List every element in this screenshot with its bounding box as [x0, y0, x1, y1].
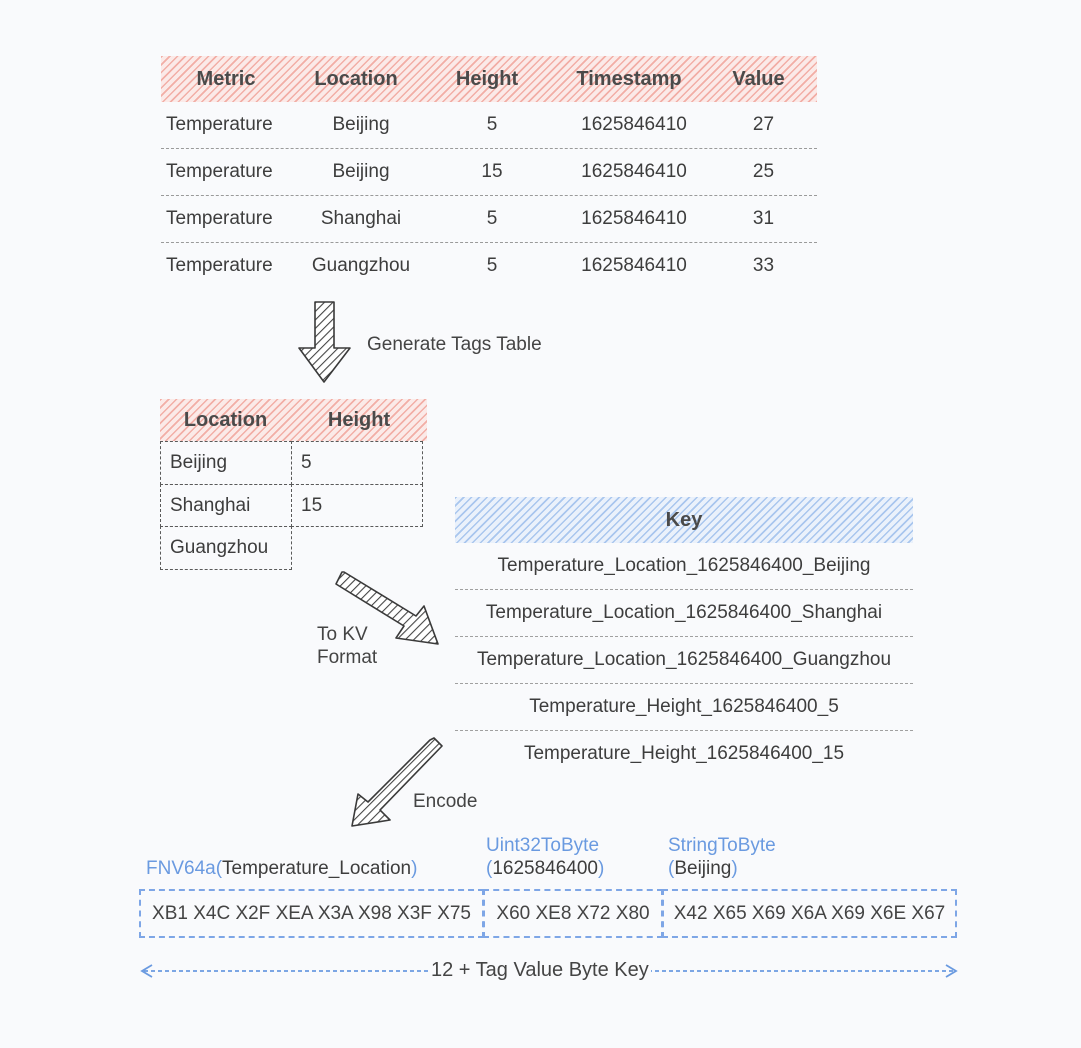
tag-location-cell: Shanghai [160, 484, 292, 527]
cell-metric: Temperature [166, 255, 273, 276]
cell-location: Beijing [332, 114, 390, 135]
key-table [455, 497, 913, 777]
key-row: Temperature_Location_1625846400_Shanghai [455, 590, 913, 637]
cell-timestamp: 1625846410 [581, 114, 687, 135]
encode-label: Encode [413, 791, 478, 812]
cell-location: Beijing [332, 161, 390, 182]
to-kv-label-line1: To KV [317, 624, 368, 645]
table-row [161, 196, 817, 243]
tags-table-header [160, 399, 427, 441]
fnv-arg: Temperature_Location [222, 858, 412, 879]
key-header: Key [455, 497, 913, 543]
cell-location: Shanghai [320, 208, 402, 229]
to-kv-label-line2: Format [317, 647, 378, 668]
cell-height: 15 [481, 161, 503, 182]
header-height: Height [455, 67, 519, 90]
generate-tags-label: Generate Tags Table [367, 334, 542, 355]
source-data-table [161, 56, 817, 289]
cell-timestamp: 1625846410 [581, 208, 687, 229]
cell-height: 5 [486, 114, 498, 135]
uint-func: Uint32ToByte [486, 835, 600, 856]
uint-label [486, 834, 604, 880]
key-row: Temperature_Location_1625846400_Beijing [455, 543, 913, 590]
fnv-func: FNV64a [146, 858, 216, 879]
str-arg: Beijing [674, 858, 732, 879]
header-timestamp: Timestamp [576, 67, 682, 90]
tag-height-cell: 15 [291, 484, 423, 527]
cell-metric: Temperature [166, 114, 273, 135]
header-location: Location [314, 67, 398, 90]
str-func: StringToByte [668, 835, 776, 856]
str-label [668, 834, 776, 880]
cell-height: 5 [486, 255, 498, 276]
table-row [161, 149, 817, 196]
encode-arrow-icon [346, 734, 450, 834]
header-value: Value [732, 67, 785, 90]
fnv-open-paren: ( [215, 858, 223, 879]
cell-value: 33 [752, 255, 775, 276]
tags-header-location: Location [183, 408, 268, 431]
key-row: Temperature_Location_1625846400_Guangzhou [455, 637, 913, 684]
tag-location-cell: Guangzhou [160, 526, 292, 570]
table-row [161, 102, 817, 149]
tags-table [160, 399, 427, 441]
cell-value: 31 [752, 208, 775, 229]
cell-value: 25 [752, 161, 775, 182]
header-metric: Metric [196, 67, 256, 90]
str-close-paren: ) [731, 858, 738, 879]
fnv-bytes-box: XB1 X4C X2F XEA X3A X98 X3F X75 [139, 889, 484, 938]
cell-timestamp: 1625846410 [581, 255, 687, 276]
uint-open-paren: ( [486, 858, 493, 879]
fnv-label [146, 857, 417, 880]
cell-value: 27 [752, 114, 775, 135]
cell-timestamp: 1625846410 [581, 161, 687, 182]
str-bytes-box: X42 X65 X69 X6A X69 X6E X67 [662, 889, 957, 938]
uint-close-paren: ) [598, 858, 605, 879]
to-kv-label [317, 623, 377, 669]
tag-height-cell: 5 [291, 441, 423, 485]
str-open-paren: ( [668, 858, 675, 879]
uint-arg: 1625846400 [492, 858, 598, 879]
down-arrow-icon [294, 298, 356, 388]
fnv-close-paren: ) [411, 858, 418, 879]
cell-metric: Temperature [166, 208, 273, 229]
table-row [161, 243, 817, 289]
key-row: Temperature_Height_1625846400_5 [455, 684, 913, 731]
tag-location-cell: Beijing [160, 441, 292, 485]
key-row: Temperature_Height_1625846400_15 [523, 743, 845, 764]
byte-key-length-label: 12 + Tag Value Byte Key [431, 959, 649, 981]
cell-location: Guangzhou [311, 255, 411, 276]
source-table-header [161, 56, 817, 102]
tags-header-height: Height [327, 408, 391, 431]
cell-height: 5 [486, 208, 498, 229]
uint-bytes-box: X60 XE8 X72 X80 [483, 889, 663, 938]
cell-metric: Temperature [166, 161, 273, 182]
